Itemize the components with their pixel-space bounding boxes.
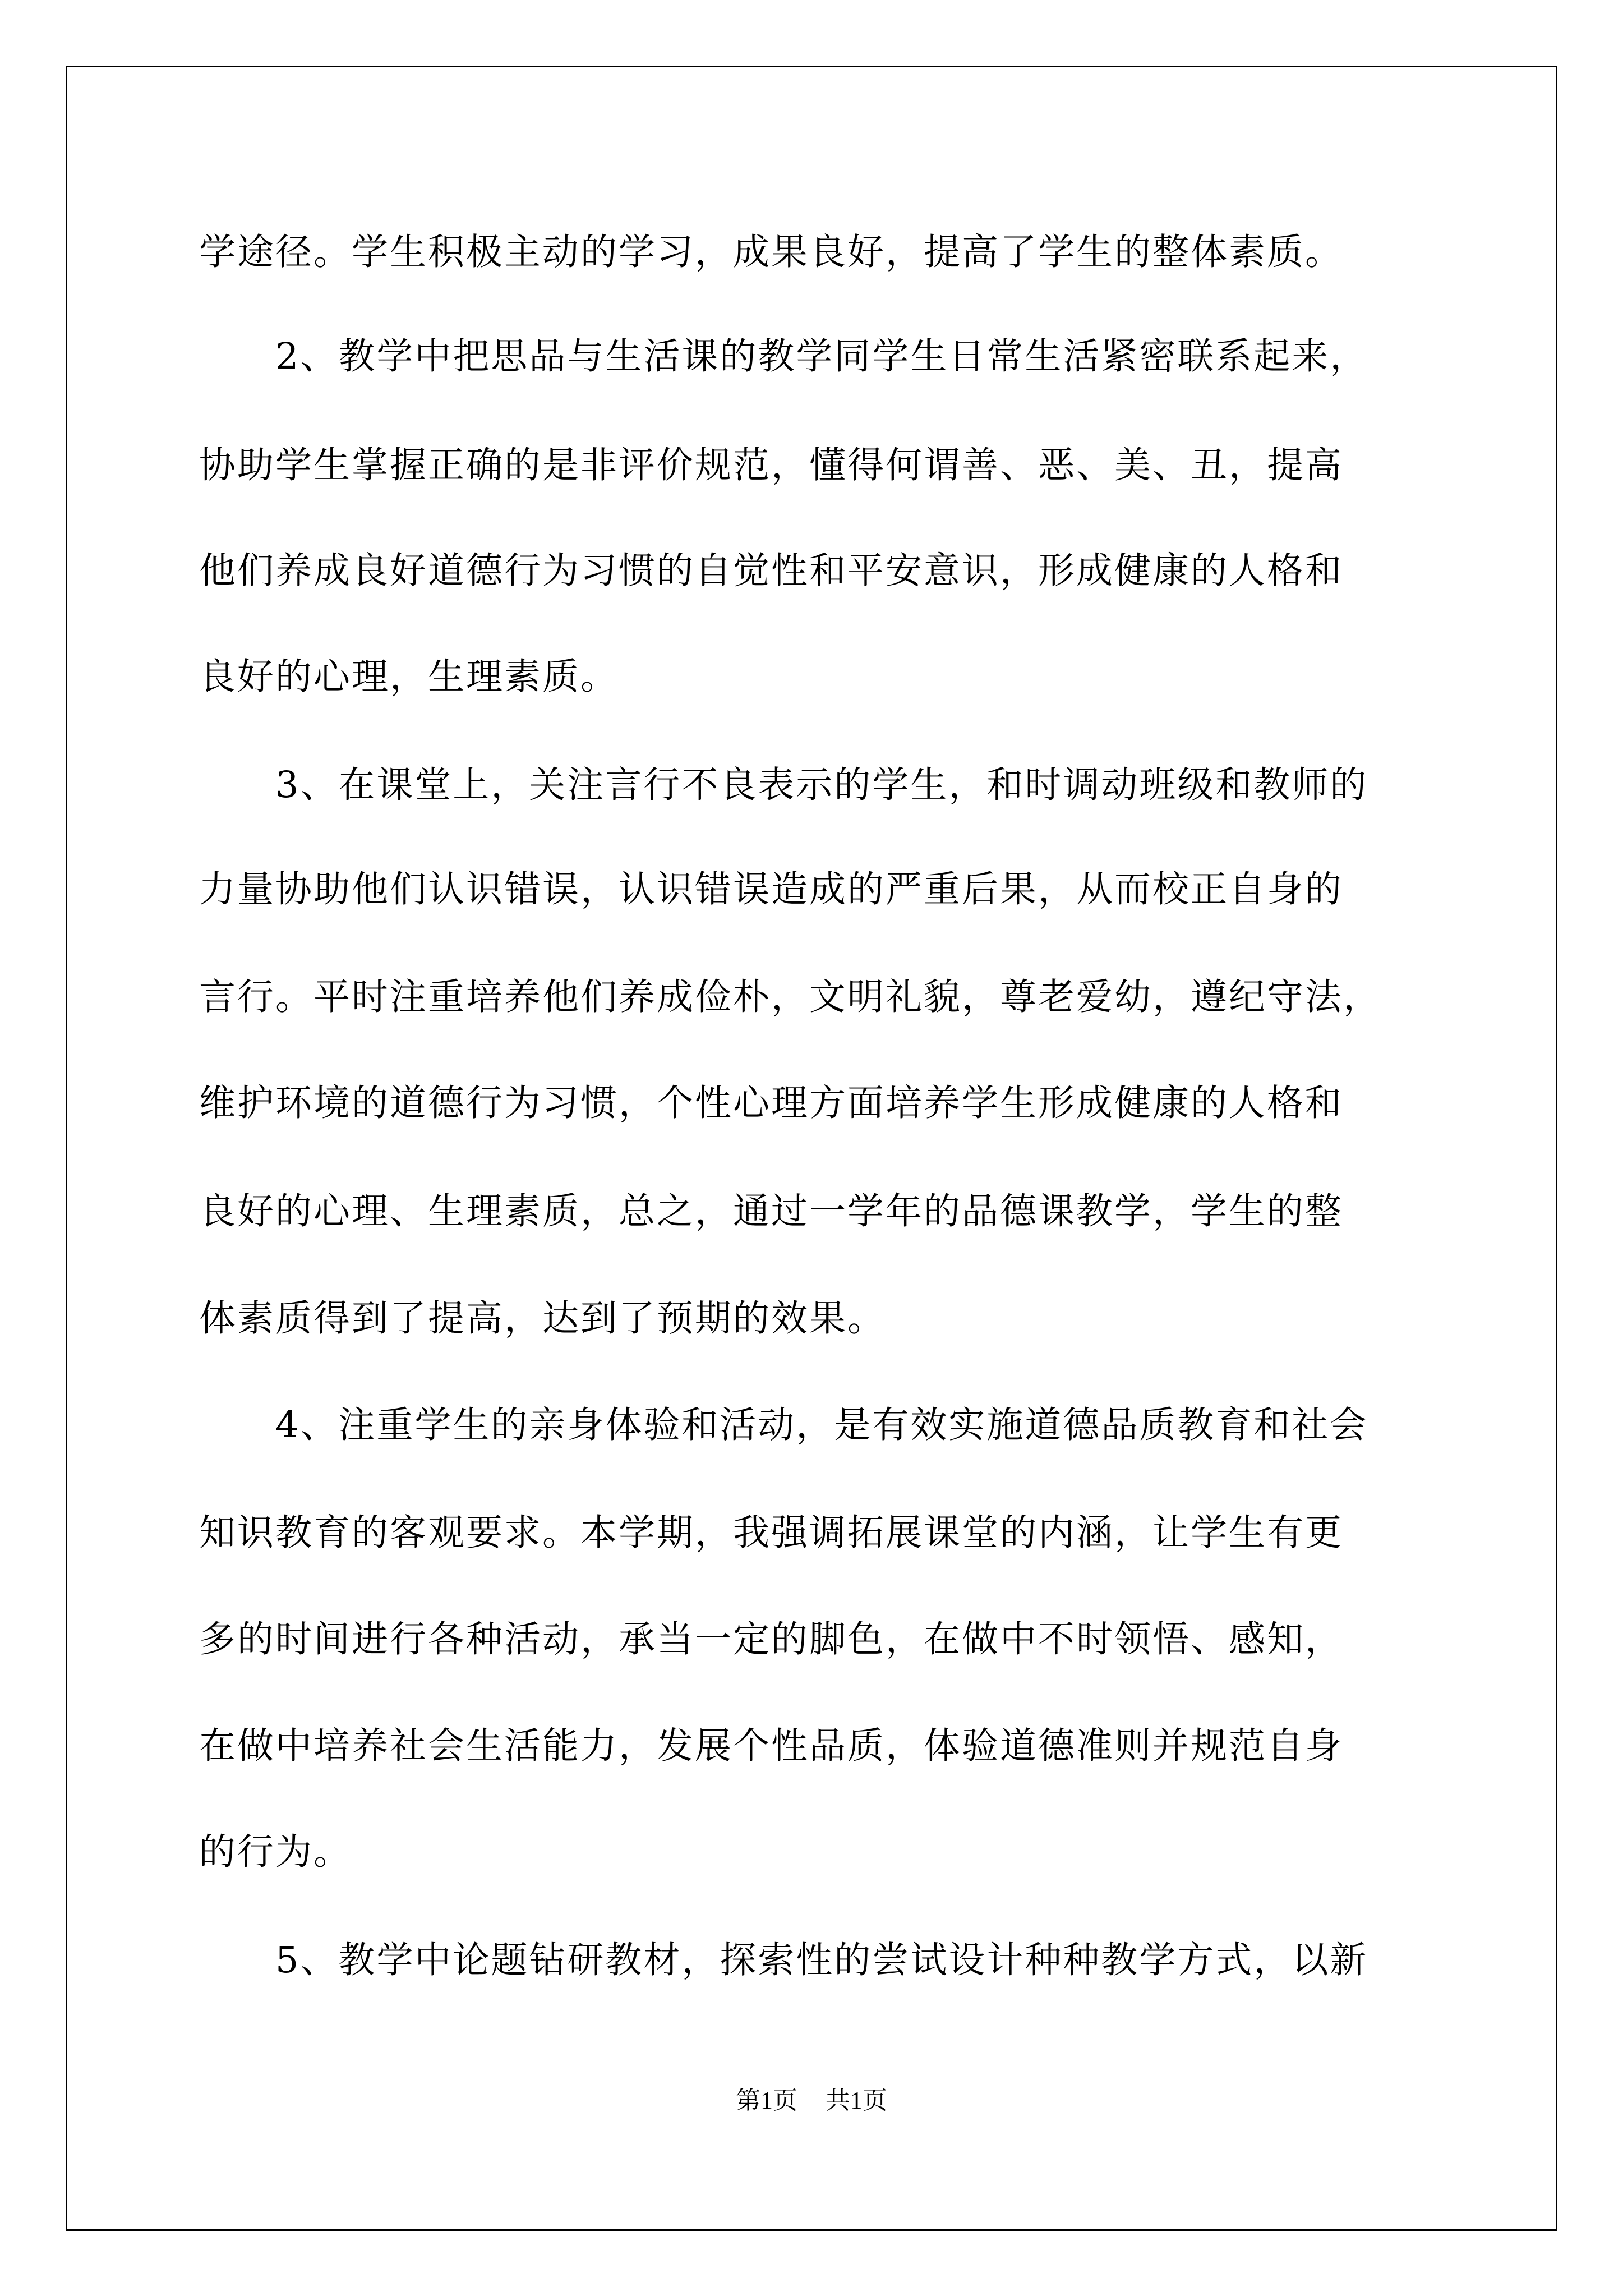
body-line: 言行。平时注重培养他们养成俭朴，文明礼貌，尊老爱幼，遵纪守法， <box>199 976 1382 1018</box>
body-line: 他们养成良好道德行为习惯的自觉性和平安意识，形成健康的人格和 <box>199 550 1344 592</box>
body-line: 协助学生掌握正确的是非评价规范，懂得何谓善、恶、美、丑，提高 <box>199 444 1344 486</box>
page-total: 共1页 <box>826 2087 887 2114</box>
body-line: 的行为。 <box>199 1831 352 1873</box>
body-line: 良好的心理、生理素质，总之，通过一学年的品德课教学，学生的整 <box>199 1190 1344 1232</box>
body-line: 体素质得到了提高，达到了预期的效果。 <box>199 1297 886 1340</box>
page-number: 第1页 <box>736 2087 797 2114</box>
body-line: 多的时间进行各种活动，承当一定的脚色，在做中不时领悟、感知， <box>199 1618 1344 1660</box>
page-footer <box>0 2084 1623 2118</box>
body-line: 维护环境的道德行为习惯，个性心理方面培养学生形成健康的人格和 <box>199 1082 1344 1124</box>
body-line: 在做中培养社会生活能力，发展个性品质，体验道德准则并规范自身 <box>199 1725 1344 1767</box>
body-line: 3、在课堂上，关注言行不良表示的学生，和时调动班级和教师的 <box>199 764 1368 806</box>
body-line: 4、注重学生的亲身体验和活动，是有效实施道德品质教育和社会 <box>199 1404 1368 1446</box>
body-line: 学途径。学生积极主动的学习，成果良好，提高了学生的整体素质。 <box>199 231 1344 273</box>
body-line: 良好的心理，生理素质。 <box>199 656 619 698</box>
page-border <box>66 66 1557 2231</box>
body-line: 力量协助他们认识错误，认识错误造成的严重后果，从而校正自身的 <box>199 868 1344 910</box>
body-line: 2、教学中把思品与生活课的教学同学生日常生活紧密联系起来， <box>199 335 1368 378</box>
body-line: 5、教学中论题钻研教材，探索性的尝试设计种种教学方式，以新 <box>199 1939 1368 1981</box>
body-line: 知识教育的客观要求。本学期，我强调拓展课堂的内涵，让学生有更 <box>199 1512 1344 1554</box>
